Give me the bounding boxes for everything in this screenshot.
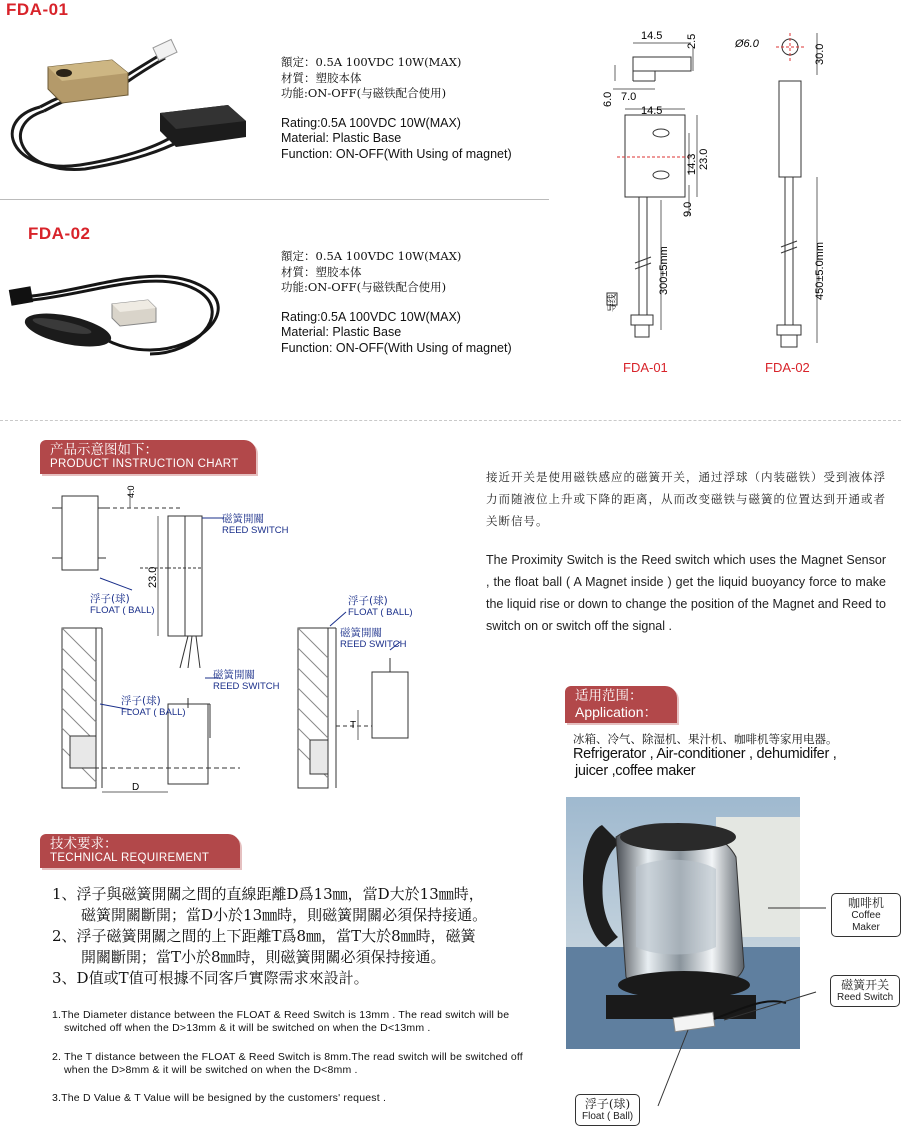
callout-coffee-maker xyxy=(831,893,901,937)
callout-coffee-en: Coffee Maker xyxy=(851,910,881,933)
reed-switch-label-3 xyxy=(340,628,407,650)
fda01-model-title: FDA-01 xyxy=(6,0,69,19)
reed-switch-label-1 xyxy=(222,514,289,536)
reed-label-cn: 磁簧開關 xyxy=(213,669,255,681)
application-list-en-2: juicer ,coffee maker xyxy=(575,763,696,779)
reed-switch-label-2 xyxy=(213,670,280,692)
fda02-product-photo xyxy=(0,250,270,390)
technical-cn-list xyxy=(52,884,552,989)
callout-float-cn: 浮子(球) xyxy=(584,1097,631,1111)
float-label-2 xyxy=(121,696,186,718)
application-badge xyxy=(565,686,677,723)
float-label-cn: 浮子(球) xyxy=(348,595,388,607)
reed-label-cn: 磁簧開關 xyxy=(222,513,264,525)
callout-reed-cn: 磁簧开关 xyxy=(841,978,890,992)
technical-drawing xyxy=(595,25,835,390)
reed-label-en: REED SWITCH xyxy=(340,639,407,650)
instruction-chart-badge xyxy=(40,440,256,474)
drawing-label-fda02: FDA-02 xyxy=(765,360,810,375)
instruction-title-en: PRODUCT INSTRUCTION CHART xyxy=(50,458,239,470)
callout-reed-en: Reed Switch xyxy=(837,992,894,1003)
dim-14-3: 14.3 xyxy=(686,153,698,175)
tech-cn-1b: 磁簧開關斷開；當D小於13㎜時，則磁簧開關必須保持接通。 xyxy=(81,906,488,924)
float-label-en: FLOAT ( BALL) xyxy=(348,607,413,618)
dim-D: D xyxy=(132,782,140,793)
fda02-rating-en: Rating:0.5A 100VDC 10W(MAX) xyxy=(281,309,461,324)
fda01-material-en: Material: Plastic Base xyxy=(281,131,402,145)
fda01-function-en: Function: ON-OFF(With Using of magnet) xyxy=(281,146,512,161)
callout-float-en: Float ( Ball) xyxy=(582,1111,634,1122)
float-label-3 xyxy=(348,596,413,618)
dim-9-0: 9.0 xyxy=(682,201,694,217)
wire-tag: 导线 xyxy=(607,293,617,312)
float-label-en: FLOAT ( BALL) xyxy=(90,605,155,616)
dim-14-5-top: 14.5 xyxy=(641,30,663,42)
dim-14-5-front: 14.5 xyxy=(641,105,663,117)
tech-cn-2b: 開關斷開；當T小於8㎜時，則磁簧開關必須保持接通。 xyxy=(81,948,446,966)
dim-dia-6: Ø6.0 xyxy=(735,38,759,50)
tech-cn-2a: 2、浮子磁簧開關之間的上下距離T爲8㎜，當T大於8㎜時，磁簧 xyxy=(52,927,476,945)
reed-label-cn: 磁簧開關 xyxy=(340,627,382,639)
float-label-1 xyxy=(90,594,155,616)
tech-en-2: 2. The T distance between the FLOAT & Reed Switch is 8mm.The read switch will be switched off when the D>8mm & it will be switched on when the D<8mm . xyxy=(52,1051,523,1076)
application-list-cn: 冰箱、冷气、除湿机、果汁机、咖啡机等家用电器。 xyxy=(573,732,838,746)
fda02-material-en: Material: Plastic Base xyxy=(281,325,402,339)
dim-4-0: 4.0 xyxy=(126,485,136,498)
callout-leaders xyxy=(620,880,860,1130)
tech-cn-3: 3、D值或T值可根據不同客戶實際需求來設計。 xyxy=(52,969,369,987)
dim-6-0: 6.0 xyxy=(602,91,614,107)
fda02-function-en: Function: ON-OFF(With Using of magnet) xyxy=(281,340,512,355)
section-divider xyxy=(0,420,901,421)
fda02-material-cn: 材質：塑胶本体 xyxy=(281,264,362,279)
callout-reed-switch xyxy=(830,975,900,1007)
drawing-label-fda01: FDA-01 xyxy=(623,360,668,375)
instruction-title-cn: 产品示意图如下： xyxy=(50,442,158,458)
dim-23-0: 23.0 xyxy=(698,148,710,170)
technical-title-cn: 技术要求： xyxy=(50,836,118,852)
fda02-rating-cn: 額定：0.5A 100VDC 10W(MAX) xyxy=(281,249,462,263)
fda01-specs xyxy=(281,55,512,162)
fda01-rating-en: Rating:0.5A 100VDC 10W(MAX) xyxy=(281,115,461,130)
float-label-en: FLOAT ( BALL) xyxy=(121,707,186,718)
dim-2-5: 2.5 xyxy=(686,33,698,49)
dim-30-0: 30.0 xyxy=(814,43,826,65)
description-en: The Proximity Switch is the Reed switch which uses the Magnet Sensor , the float ball ( A Magnet inside ) get the liquid buoyancy force to make the liquid rise or down to change the position of the Magnet and Reed to switch on or switch off the signal . xyxy=(486,553,886,633)
fda01-product-photo xyxy=(0,25,270,185)
tech-cn-1a: 1、浮子與磁簧開關之間的直線距離D爲13㎜，當D大於13㎜時， xyxy=(52,885,484,903)
application-title-en: Application： xyxy=(575,704,658,720)
technical-title-en: TECHNICAL REQUIREMENT xyxy=(50,852,210,864)
dim-23-0-chart: 23.0 xyxy=(147,566,159,588)
tech-en-1: 1.The Diameter distance between the FLOAT & Reed Switch is 13mm . The read switch will be switched off when the D>13mm & it will be switched on when the D<13mm . xyxy=(52,1009,510,1034)
application-list-en xyxy=(573,746,836,780)
fda02-model-title: FDA-02 xyxy=(28,224,91,243)
reed-label-en: REED SWITCH xyxy=(213,681,280,692)
dim-300mm: 300±5mm xyxy=(658,246,670,295)
reed-label-en: REED SWITCH xyxy=(222,525,289,536)
callout-float-ball xyxy=(575,1094,640,1126)
fda01-rating-cn: 額定：0.5A 100VDC 10W(MAX) xyxy=(281,55,462,69)
tech-en-3: 3.The D Value & T Value will be besigned by the customers' request . xyxy=(52,1092,387,1104)
application-title-cn: 适用范围： xyxy=(575,688,643,704)
technical-en-list xyxy=(52,1009,542,1105)
fda01-material-cn: 材質：塑胶本体 xyxy=(281,70,362,85)
technical-badge xyxy=(40,834,240,868)
float-label-cn: 浮子(球) xyxy=(90,593,130,605)
dim-T: T xyxy=(350,720,357,731)
fda02-function-cn: 功能:ON-OFF(与磁铁配合使用) xyxy=(281,280,447,294)
float-label-cn: 浮子(球) xyxy=(121,695,161,707)
dim-450mm: 450±5.0mm xyxy=(814,241,826,300)
application-list-en-1: Refrigerator , Air-conditioner , dehumidifer , xyxy=(573,746,837,762)
divider xyxy=(0,199,549,200)
fda02-specs xyxy=(281,249,512,356)
description-cn: 接近开关是使用磁铁感应的磁簧开关，通过浮球（内装磁铁）受到液体浮力而随液位上升或下降的距离，从而改变磁铁与磁簧的位置达到开通或者关断信号。 xyxy=(486,470,886,528)
callout-coffee-cn: 咖啡机 xyxy=(847,896,884,910)
fda01-function-cn: 功能:ON-OFF(与磁铁配合使用) xyxy=(281,86,447,100)
dim-7-0: 7.0 xyxy=(621,91,637,103)
